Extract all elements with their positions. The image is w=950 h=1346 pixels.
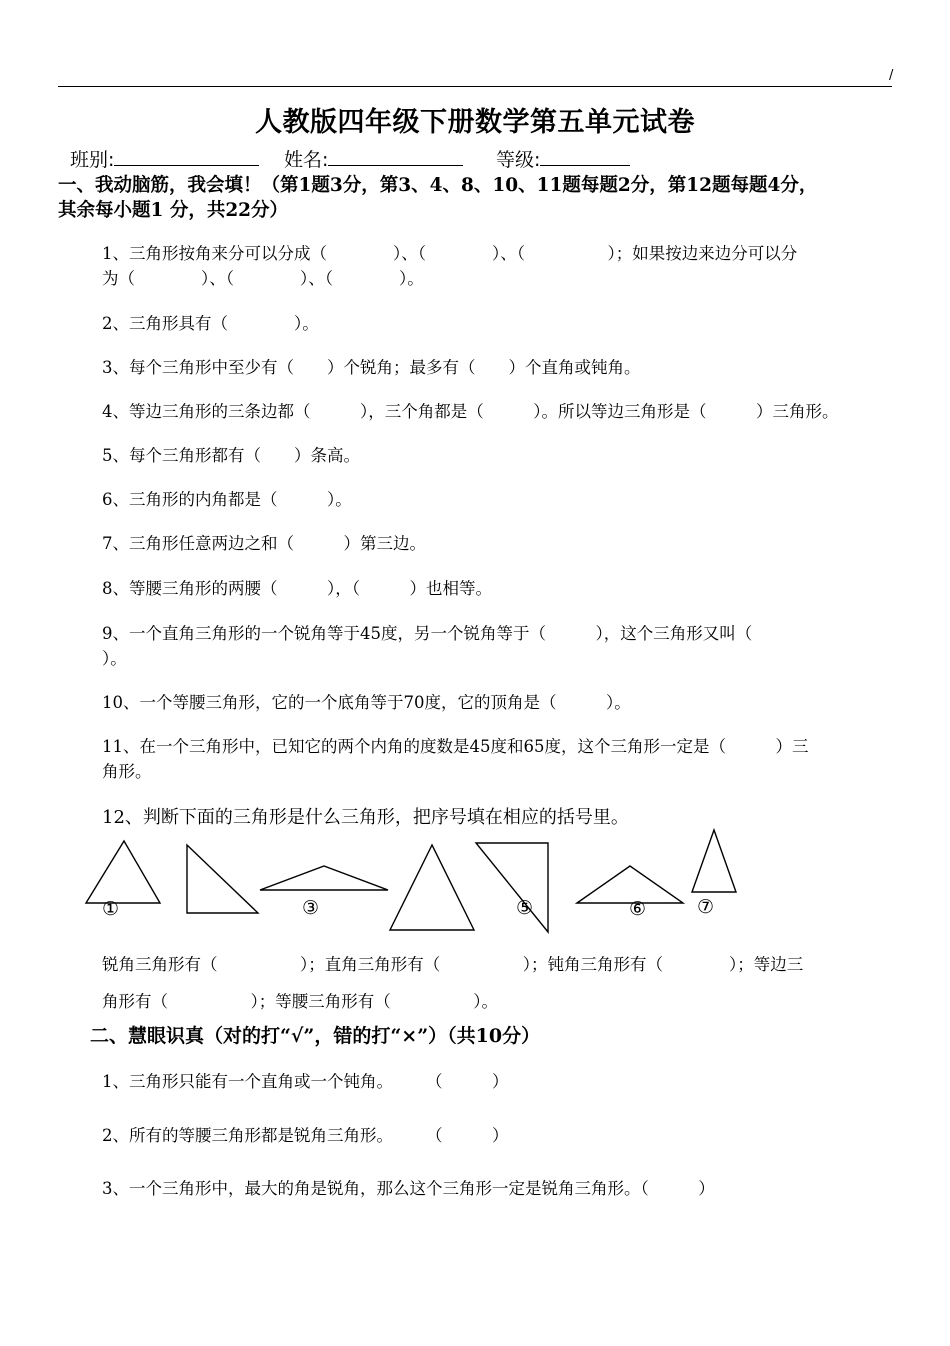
q9-line2: ）。	[102, 649, 127, 668]
grade-label: 等级:	[496, 149, 541, 171]
q6-line1: 6、三角形的内角都是（ ）。	[102, 490, 352, 509]
s2-q3: 3、一个三角形中，最大的角是锐角，那么这个三角形一定是锐角三角形。（ ）	[102, 1179, 715, 1198]
triangle-2	[187, 845, 258, 913]
triangle-4	[390, 845, 474, 930]
q12-answer-line1: 锐角三角形有（ ）；直角三角形有（ ）；钝角三角形有（ ）；等边三	[102, 955, 804, 974]
q5-line1: 5、每个三角形都有（ ）条高。	[102, 446, 360, 465]
section1-heading-line2: 其余每小题1 分，共22分）	[58, 200, 289, 221]
q3-line1: 3、每个三角形中至少有（ ）个锐角；最多有（ ）个直角或钝角。	[102, 358, 641, 377]
triangle-7	[692, 830, 736, 892]
corner-mark: /	[889, 68, 894, 83]
q1-line2: 为（ ）、（ ）、（ ）。	[102, 269, 424, 288]
label-7: ⑦	[697, 896, 715, 918]
s2-q2: 2、所有的等腰三角形都是锐角三角形。 （ ）	[102, 1126, 509, 1145]
section1-heading-line1: 一、我动脑筋，我会填！（第1题3分，第3、4、8、10、11题每题2分，第12题每题4分，	[58, 175, 818, 196]
label-6: ⑥	[629, 898, 647, 920]
q12-prompt: 12、判断下面的三角形是什么三角形，把序号填在相应的括号里。	[102, 807, 629, 828]
q9-line1: 9、一个直角三角形的一个锐角等于45度，另一个锐角等于（ ），这个三角形又叫（	[102, 624, 753, 643]
q10-line1: 10、一个等腰三角形，它的一个底角等于70度，它的顶角是（ ）。	[102, 693, 631, 712]
q12-answer-line2: 角形有（ ）；等腰三角形有（ ）。	[102, 992, 498, 1011]
q11-line2: 角形。	[102, 762, 152, 781]
label-5: ⑤	[516, 897, 534, 919]
triangle-5	[476, 843, 548, 932]
label-1: ①	[102, 898, 120, 920]
q1-line1: 1、三角形按角来分可以分成（ ）、（ ）、（ ）；如果按边来边分可以分	[102, 244, 798, 263]
section2-heading: 二、慧眼识真（对的打“√”，错的打“×”）（共10分）	[90, 1025, 541, 1047]
label-3: ③	[302, 897, 320, 919]
q7-line1: 7、三角形任意两边之和（ ）第三边。	[102, 534, 426, 553]
q2-line1: 2、三角形具有（ ）。	[102, 314, 319, 333]
triangle-1	[86, 841, 160, 903]
q11-line1: 11、在一个三角形中，已知它的两个内角的度数是45度和65度，这个三角形一定是（ ）三	[102, 737, 809, 756]
q8-line1: 8、等腰三角形的两腰（ ），（ ）也相等。	[102, 579, 492, 598]
q4-line1: 4、等边三角形的三条边都（ ），三个角都是（ ）。所以等边三角形是（ ）三角形。	[102, 402, 839, 421]
s2-q1: 1、三角形只能有一个直角或一个钝角。 （ ）	[102, 1072, 509, 1091]
triangle-3	[260, 866, 388, 890]
class-label: 班别:	[70, 149, 115, 171]
name-label: 姓名:	[284, 149, 329, 171]
page-title: 人教版四年级下册数学第五单元试卷	[255, 107, 695, 138]
